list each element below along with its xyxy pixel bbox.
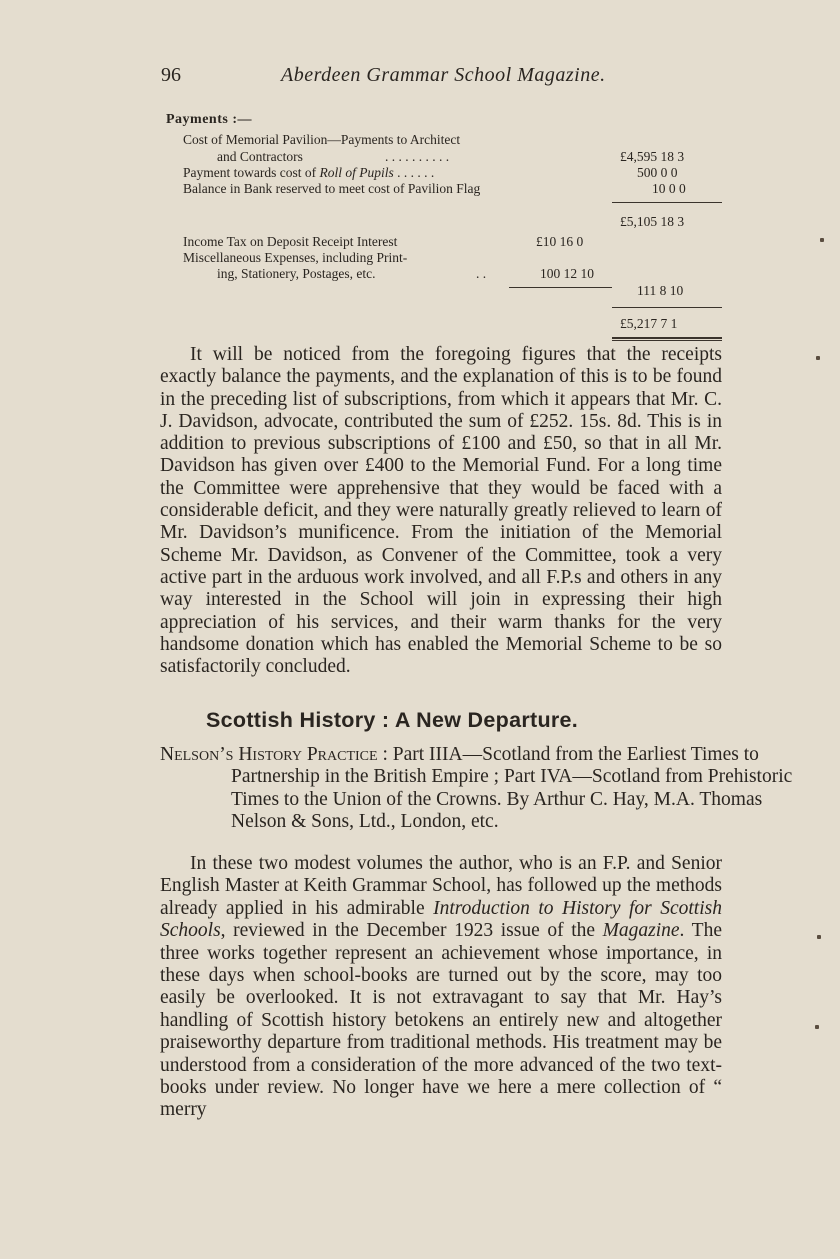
account-item-2-amount: 500 0 0 — [637, 165, 678, 180]
bibliography-entry: Nelson’s History Practice : Part IIIA—Scotland from the Earliest Times to Partnership in the British Empire ; Part IVA—Scotland from Prehistoric Times to the Union of the Crowns. By Arthur C. Hay, M.A. Thomas Nelson & Sons, Ltd., London, etc. — [160, 744, 793, 832]
margin-speck — [817, 935, 821, 939]
magazine-reference: Magazine — [602, 920, 680, 942]
account-item-1-leaders: . . . . . . . . . . — [385, 149, 450, 164]
account-item-4-amount: £10 16 0 — [536, 234, 584, 249]
account-item-3: Balance in Bank reserved to meet cost of Pavilion Flag — [183, 181, 481, 196]
page-number: 96 — [161, 64, 181, 86]
account-item-5-line-2: ing, Stationery, Postages, etc. — [217, 266, 376, 281]
margin-speck — [820, 238, 824, 242]
total-rule — [612, 307, 722, 308]
margin-speck — [816, 356, 820, 360]
book-title: Introduction to History for Scottish Schools — [160, 897, 722, 942]
account-item-4: Income Tax on Deposit Receipt Interest — [183, 234, 398, 249]
double-rule-lower — [612, 340, 722, 341]
account-item-1-line-2: and Contractors — [217, 149, 303, 164]
account-item-2: Payment towards cost of Roll of Pupils . . . . . . — [183, 165, 435, 180]
bibliography-text: Part IIIA—Scotland from the Earliest Times to Partnership in the British Empire ; Part IVA—Scotland from Prehistoric Times to the Union of the Crowns. By Arthur C. Hay, M.A. Thomas Nelson & Sons, Ltd., London, etc. — [231, 744, 793, 832]
sundries-rule — [509, 287, 612, 288]
section-title: Scottish History : A New Departure. — [206, 708, 579, 732]
account-item-5-amount: 100 12 10 — [540, 266, 594, 281]
payments-heading: Payments :— — [166, 112, 252, 127]
running-title: Aberdeen Grammar School Magazine. — [281, 64, 606, 86]
account-item-1-line-1: Cost of Memorial Pavilion—Payments to Architect — [183, 132, 461, 147]
series-title: Nelson’s History Practice — [160, 744, 378, 765]
account-item-1-amount: £4,595 18 3 — [620, 149, 685, 164]
account-item-5-line-1: Miscellaneous Expenses, including Print- — [183, 250, 408, 265]
margin-speck — [815, 1025, 819, 1029]
review-paragraph: In these two modest volumes the author, who is an F.P. and Senior English Master at Keith Grammar School, has followed up the methods already applied in his admirable Introduction to History for Scottish Schools, reviewed in the December 1923 issue of the Magazine. The three works together represent an achievement whose importance, in these days when school-books are turned out by the score, may too easily be overlooked. It is not extravagant to say that Mr. Hay’s handling of Scottish history betokens an entirely new and altogether praiseworthy departure from traditional methods. His treatment may be understood from a consideration of the more advanced of the two text-books under review. No longer have we here a mere collection of “ merry — [160, 853, 722, 1121]
account-item-5-leaders: . . — [476, 266, 487, 281]
account-subtotal: £5,105 18 3 — [620, 214, 685, 229]
account-grand-total: £5,217 7 1 — [620, 316, 678, 331]
memorial-fund-paragraph: It will be noticed from the foregoing figures that the receipts exactly balance the payments, and the explanation of this is to be found in the preceding list of subscriptions, from which it appears that Mr. C. J. Davidson, advocate, contributed the sum of £252. 15s. 8d. This is in addition to previous subscriptions of £100 and £50, so that in all Mr. Davidson has given over £400 to the Memorial Fund. For a long time the Committee were apprehensive that they would be faced with a considerable deficit, and they were naturally greatly relieved to learn of Mr. Davidson’s munificence. From the initiation of the Memorial Scheme Mr. Davidson, as Convener of the Committee, took a very active part in the arduous work involved, and all F.P.s and others in any way interested in the School will join in expressing their high appreciation of his services, and their warm thanks for the very handsome donation which has enabled the Memorial Scheme to be so satisfactorily concluded. — [160, 344, 722, 678]
running-head — [161, 64, 721, 94]
double-rule-upper — [612, 337, 722, 339]
subtotal-rule — [612, 202, 722, 203]
account-sundries-total: 111 8 10 — [637, 283, 684, 298]
account-item-3-amount: 10 0 0 — [652, 181, 686, 196]
